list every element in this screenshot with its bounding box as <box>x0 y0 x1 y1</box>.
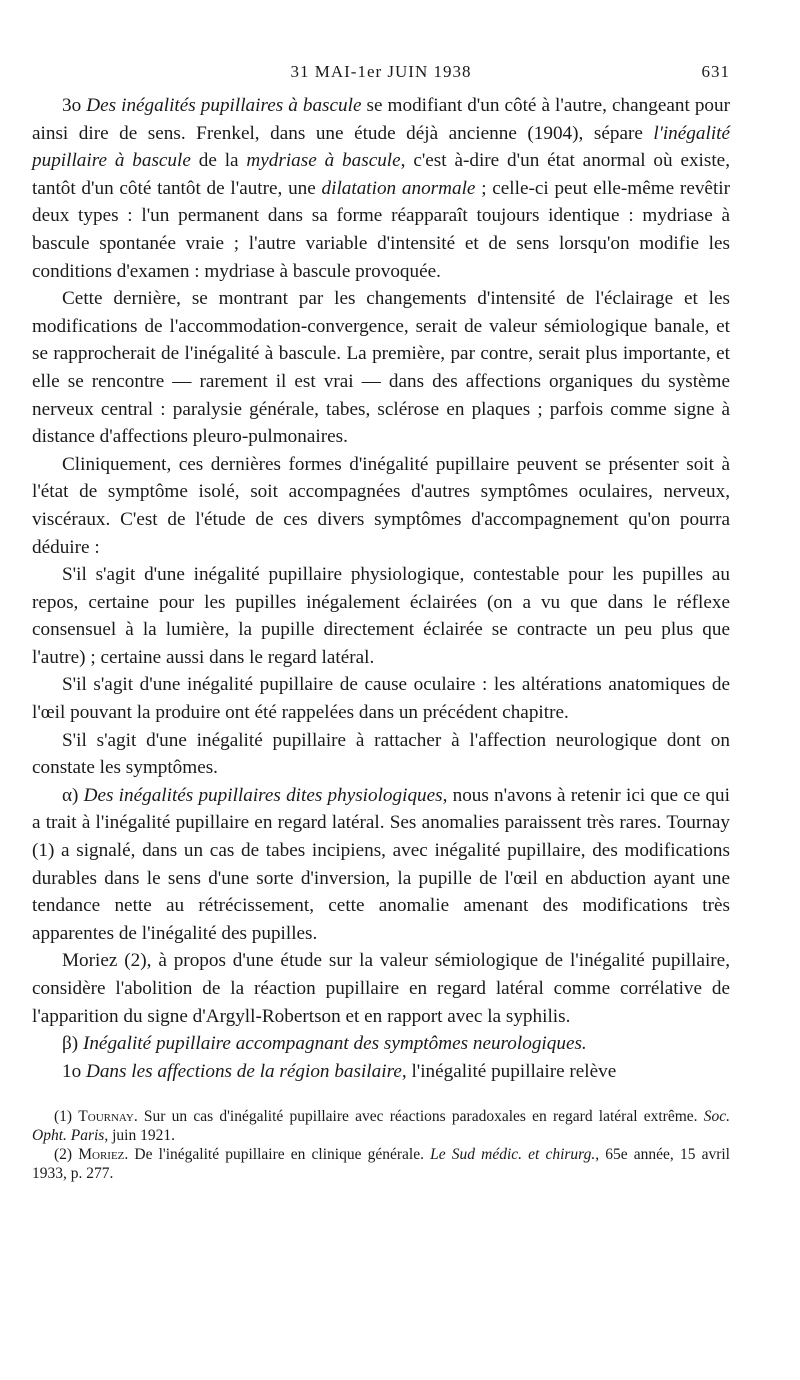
paragraph-bascule <box>32 92 730 285</box>
paragraph-cette-derniere: Cette dernière, se montrant par les changements d'intensité de l'éclairage et les modifications de l'accommodation-convergence, serait de valeur sémiologique banale, et se rapprocherait de l'inégalité à bascule. La première, par contre, serait plus importante, et elle se rencontre — rarement il est vrai — dans des affections organiques du système nerveux central : paralysie générale, tabes, sclérose en plaques ; parfois comme signe à distance d'affections pleuro-pulmonaires. <box>32 288 730 448</box>
section-number: 3o <box>62 95 87 116</box>
page-number: 631 <box>701 62 730 81</box>
paragraph-physiologique: S'il s'agit d'une inégalité pupillaire physiologique, contestable pour les pupilles au repos, certaine pour les pupilles inégalement éclairées (on a vu que dans le réflexe consensuel à la lumière, la pupille directement éclairée se contracte un peu plus que l'autre) ; certaine aussi dans le regard latéral. <box>32 564 730 668</box>
footnote-text: . Sur un cas d'inégalité pupillaire avec réactions paradoxales en regard latéral extrême. <box>133 1108 704 1126</box>
paragraph-text: , c'est à-dire d'un état anormal où existe, tantôt d'un côté tantôt de l'autre, une <box>32 150 730 199</box>
paragraph-text: , nous n'avons à retenir ici que ce qui a trait à l'inégalité pupillaire en regard latéral. Ses anomalies paraissent très rares. Tournay (1) a signalé, dans un cas de tabes incipiens, avec inégalité pupillaire, des modifications durables dans le sens d'une sorte d'inversion, la pupille de l'œil en abduction ayant une tendance nette au rétrécissement, cette anomalie amenant des modifications très apparentes de l'inégalité des pupilles. <box>32 784 730 944</box>
italic-term: mydriase à bascule <box>246 150 401 172</box>
subsection-heading: Inégalité pupillaire accompagnant des symptômes neurologiques. <box>82 1033 587 1055</box>
paragraph-text: , l'inégalité pupillaire relève <box>401 1060 617 1082</box>
paragraph-text: de la <box>190 150 247 172</box>
book-page <box>32 58 730 1183</box>
paragraph-cliniquement: Cliniquement, ces dernières formes d'inégalité pupillaire peuvent se présenter soit à l'état de symptôme isolé, soit accompagnées d'autres symptômes oculaires, nerveux, viscéraux. C'est de l'étude de ces divers symptômes d'accompagnement qu'on pourra déduire : <box>32 453 730 558</box>
subsection-heading: Dans les affections de la région basilaire <box>85 1060 402 1082</box>
paragraph-beta <box>32 1030 730 1058</box>
subsection-heading: Des inégalités pupillaires dites physiologiques <box>83 784 443 806</box>
paragraph-basilaire <box>32 1058 730 1086</box>
paragraph-text: se modifiant d'un côté à l'autre, changeant pour ainsi dire de sens. Frenkel, dans une étude déjà ancienne (1904), sépare <box>32 95 730 144</box>
list-marker: α) <box>62 784 84 806</box>
footnote-text: . De l'inégalité pupillaire en clinique générale. <box>124 1146 431 1164</box>
italic-term: dilatation anormale <box>321 177 476 199</box>
list-marker: 1o <box>62 1060 86 1082</box>
footnote-text: , juin 1921. <box>104 1127 175 1145</box>
paragraph-cause-oculaire: S'il s'agit d'une inégalité pupillaire de cause oculaire : les altérations anatomiques de l'œil pouvant la produire ont été rappelées dans un précédent chapitre. <box>32 674 730 724</box>
list-marker: β) <box>62 1033 83 1055</box>
running-title: 31 MAI-1er JUIN 1938 <box>290 62 472 81</box>
paragraph-text: ; celle-ci peut elle-même revêtir deux types : l'un permanent dans sa forme réapparaît toujours identique : mydriase à bascule spontanée vraie ; l'autre variable d'intensité et de sens lorsqu'on modifie les conditions d'examen : mydriase à bascule provoquée. <box>32 177 731 282</box>
main-text <box>32 92 730 1085</box>
paragraph-neurologique: S'il s'agit d'une inégalité pupillaire à rattacher à l'affection neurologique dont on constate les symptômes. <box>32 729 730 779</box>
footnote-journal: Le Sud médic. et chirurg. <box>430 1146 596 1164</box>
footnote-number: (1) <box>54 1108 79 1126</box>
footnote-1 <box>32 1107 730 1145</box>
running-header <box>32 58 730 86</box>
footnote-number: (2) <box>54 1146 79 1164</box>
footnotes <box>32 1107 730 1183</box>
paragraph-alpha <box>32 782 730 948</box>
italic-term: l'inégalité pupillaire à bascule <box>32 122 730 172</box>
footnote-author: Moriez <box>78 1146 125 1164</box>
footnote-text: , 65e année, 15 avril 1933, p. 277. <box>32 1146 730 1183</box>
footnote-author: Tournay <box>78 1108 134 1126</box>
section-heading: Des inégalités pupillaires à bascule <box>86 95 362 116</box>
footnote-journal: Soc. Opht. Paris <box>32 1108 730 1145</box>
footnote-2 <box>32 1145 730 1183</box>
paragraph-moriez: Moriez (2), à propos d'une étude sur la valeur sémiologique de l'inégalité pupillaire, considère l'abolition de la réaction pupillaire en regard latéral comme corrélative de l'apparition du signe d'Argyll-Robertson et en rapport avec la syphilis. <box>32 950 730 1027</box>
